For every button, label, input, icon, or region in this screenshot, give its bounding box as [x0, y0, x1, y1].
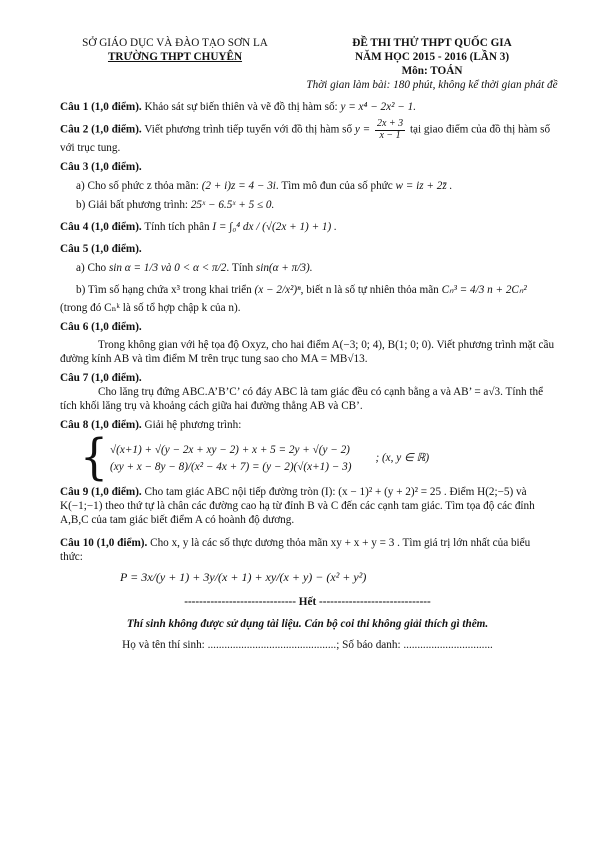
question-label: Câu 9 (1,0 điểm).: [60, 486, 142, 498]
question-8: [60, 418, 555, 486]
math-expression: I = ∫₀⁴ dx / (√(2x + 1) + 1) .: [212, 221, 337, 233]
math-expression: 25ˣ − 6.5ˣ + 5 ≤ 0.: [190, 199, 275, 211]
math-expression: y = x⁴ − 2x² − 1.: [340, 101, 417, 113]
question-label: Câu 6 (1,0 điểm).: [60, 321, 142, 333]
part-a: [76, 261, 555, 275]
equation-1: √(x+1) + √(y − 2x + xy − 2) + x + 5 = 2y + √(y − 2): [110, 443, 350, 456]
fraction: [375, 119, 405, 141]
candidate-info: Họ và tên thí sinh: ..............................................; Số báo danh: ................................: [122, 639, 493, 651]
part-text: a) Cho: [76, 262, 107, 274]
math-expression-2: w = iz + 2z̄ .: [395, 180, 453, 192]
brace-icon: {: [80, 429, 108, 486]
question-label: Câu 4 (1,0 điểm).: [60, 221, 142, 233]
exam-time: Thời gian làm bài: 180 phút, không kể thời gian phát đề: [306, 79, 558, 91]
part-text-2: . Tìm mô đun của số phức: [275, 180, 393, 192]
equations: [110, 440, 351, 477]
question-5: [60, 242, 555, 315]
question-text: Khảo sát sự biến thiên và vẽ đồ thị hàm số:: [144, 101, 338, 113]
header-left: [60, 36, 290, 92]
question-text: Cho tam giác ABC nội tiếp đường tròn (I): (x − 1)² + (y + 2)² = 25 . Điểm H(2;−5) và K(−1;−1) theo thứ tự là chân các đường cao hạ từ đỉnh B và C đến các cạnh tam giác. Tìm tọa độ các đỉnh A,B,C của tam giác biết điểm A có hoành độ dương.: [60, 486, 535, 526]
question-text: Cho lăng trụ đứng ABC.A’B’C’ có đáy ABC là tam giác đều có cạnh bằng a và AB’ = a√3. Tính thể tích khối lăng trụ và khoảng cách giữa hai đường thẳng AB và CB’.: [60, 386, 544, 412]
math-y: y =: [354, 123, 371, 136]
part-a: [76, 179, 555, 193]
denominator: x − 1: [379, 129, 401, 141]
part-text: b) Giải bất phương trình:: [76, 199, 189, 211]
school-year: NĂM HỌC 2015 - 2016 (LẦN 3): [354, 51, 510, 63]
department-name: SỞ GIÁO DỤC VÀ ĐÀO TẠO SƠN LA: [82, 37, 268, 49]
question-6: [60, 320, 555, 366]
question-label: Câu 7 (1,0 điểm).: [60, 372, 142, 384]
question-3: [60, 160, 555, 212]
question-text: Trong không gian với hệ tọa độ Oxyz, cho hai điểm A(−3; 0; 4), B(1; 0; 0). Viết phương trình mặt cầu đường kính AB và tìm điểm M trên trục tung sao cho MA = MB√13.: [60, 339, 555, 365]
question-label: Câu 10 (1,0 điểm).: [60, 537, 148, 549]
part-text-2: . Tính: [226, 262, 254, 274]
header-right: [297, 36, 567, 92]
question-label: Câu 5 (1,0 điểm).: [60, 243, 142, 255]
question-10: [60, 536, 555, 585]
question-9: [60, 485, 555, 527]
math-expression: (2 + i)z = 4 − 3i: [201, 180, 276, 192]
school-name: TRƯỜNG THPT CHUYÊN: [107, 51, 243, 63]
expression-p: P = 3x/(y + 1) + 3y/(x + 1) + xy/(x + y) − (x² + y²): [120, 570, 367, 584]
question-text: Viết phương trình tiếp tuyến với đồ thị hàm số: [144, 123, 353, 136]
part-text-2: , biết n là số tự nhiên thỏa mãn: [300, 284, 439, 296]
question-label: Câu 1 (1,0 điểm).: [60, 101, 142, 113]
question-text: Cho x, y là các số thực dương thỏa mãn xy + x + y = 3 . Tìm giá trị lớn nhất của biểu thức:: [60, 537, 531, 563]
question-text: Tính tích phân: [144, 221, 210, 233]
question-4: [60, 220, 555, 234]
question-label: Câu 3 (1,0 điểm).: [60, 161, 142, 173]
question-7: [60, 371, 555, 413]
equation-2: (xy + x − 8y − 8)/(x² − 4x + 7) = (y − 2)(√(x+1) − 3): [110, 460, 352, 473]
part-note: (trong đó Cₙᵏ là số tổ hợp chập k của n).: [60, 302, 241, 314]
question-text-2: tại giao điểm của đồ thị hàm số với trục tung.: [60, 123, 551, 154]
equation-system: [80, 429, 555, 486]
math-expression-2: Cₙ³ = 4/3 n + 2Cₙ²: [441, 284, 527, 296]
domain-condition: ; (x, y ∈ ℝ): [375, 452, 430, 464]
subject: Môn: TOÁN: [401, 65, 463, 77]
part-b: [76, 198, 555, 212]
question-2: [60, 119, 555, 155]
math-expression: (x − 2/x²)ⁿ: [254, 284, 301, 296]
part-text: a) Cho số phức z thỏa mãn:: [76, 180, 199, 192]
question-label: Câu 8 (1,0 điểm).: [60, 419, 142, 431]
question-text: Giải hệ phương trình:: [144, 419, 242, 431]
header: [60, 36, 558, 92]
exam-note: Thí sinh không được sử dụng tài liệu. Cán bộ coi thi không giải thích gì thêm.: [126, 618, 489, 630]
part-b: [76, 283, 555, 297]
question-1: [60, 100, 555, 114]
numerator: 2x + 3: [376, 118, 404, 129]
math-expression-2: sin(α + π/3).: [255, 262, 313, 274]
question-label: Câu 2 (1,0 điểm).: [60, 123, 142, 136]
exam-title: ĐỀ THI THỬ THPT QUỐC GIA: [352, 37, 512, 49]
math-expression: sin α = 1/3 và 0 < α < π/2: [108, 262, 227, 274]
part-text: b) Tìm số hạng chứa x³ trong khai triển: [76, 284, 252, 296]
end-marker: ------------------------------ Hết ------------------------------: [184, 596, 431, 608]
